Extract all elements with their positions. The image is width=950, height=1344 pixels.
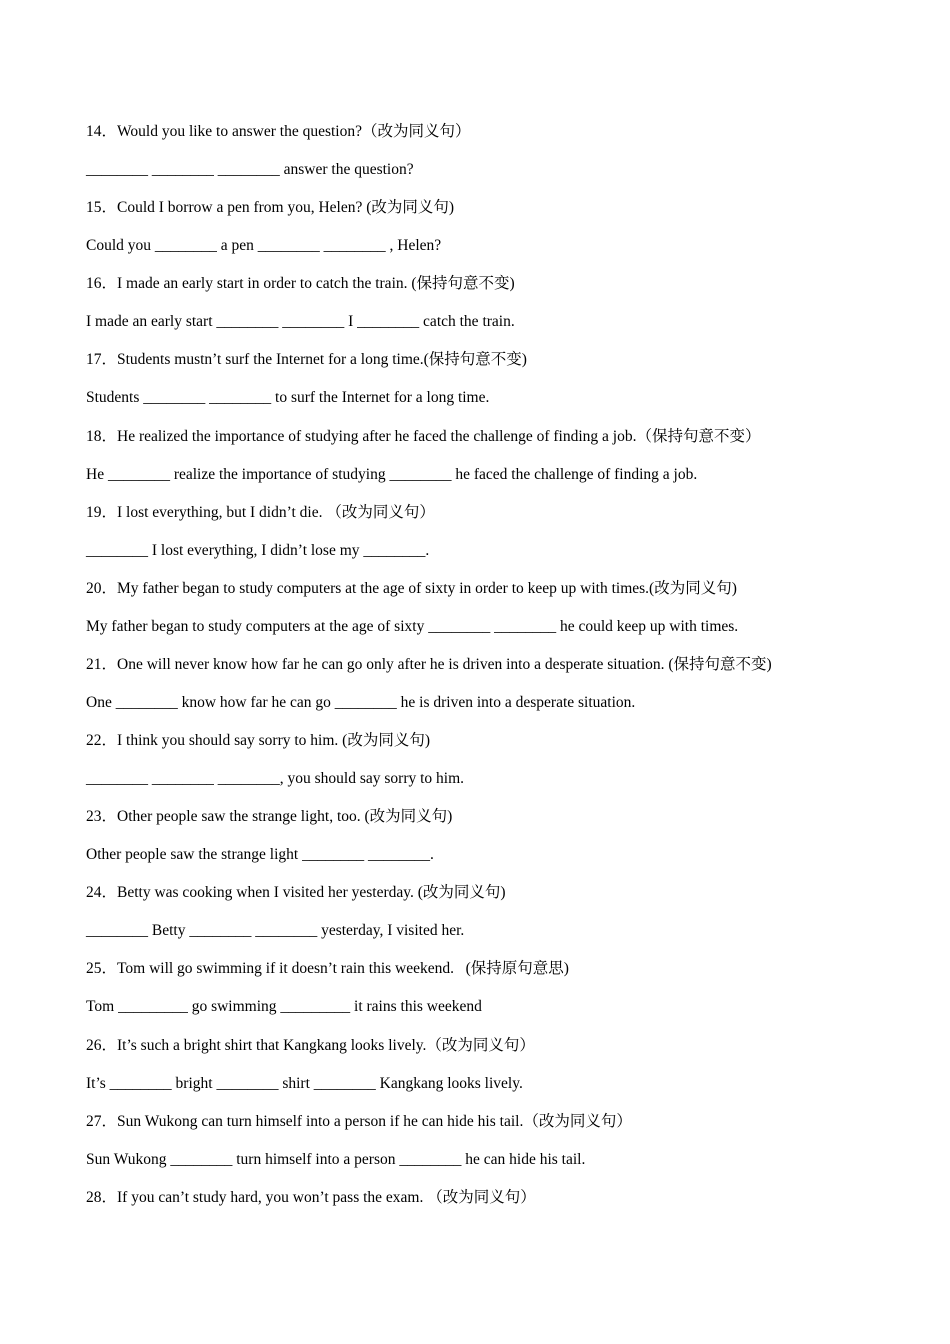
answer-14: ________ ________ ________ answer the question?	[86, 161, 414, 179]
answer-20: My father began to study computers at the age of sixty ________ ________ he could keep up with times.	[86, 617, 739, 635]
answer-19: ________ I lost everything, I didn’t lose my ________.	[86, 541, 430, 559]
answer-18: He ________ realize the importance of studying ________ he faced the challenge of finding a job.	[86, 465, 698, 483]
answer-25: Tom _________ go swimming _________ it rains this weekend	[86, 998, 482, 1016]
question-26: 26．It’s such a bright shirt that Kangkang looks lively.（改为同义句）	[86, 1036, 535, 1054]
answer-27: Sun Wukong ________ turn himself into a person ________ he can hide his tail.	[86, 1150, 586, 1168]
answer-15: Could you ________ a pen ________ ________ , Helen?	[86, 237, 442, 255]
question-27: 27．Sun Wukong can turn himself into a person if he can hide his tail.（改为同义句）	[86, 1112, 632, 1130]
question-25: 25．Tom will go swimming if it doesn’t rain this weekend. (保持原句意思)	[86, 960, 569, 978]
exercise-list	[86, 120, 906, 1224]
question-19: 19．I lost everything, but I didn’t die. （改为同义句）	[86, 503, 435, 521]
question-28: 28．If you can’t study hard, you won’t pass the exam. （改为同义句）	[86, 1188, 536, 1206]
answer-26: It’s ________ bright ________ shirt ________ Kangkang looks lively.	[86, 1074, 523, 1092]
answer-22: ________ ________ ________, you should say sorry to him.	[86, 770, 465, 788]
answer-24: ________ Betty ________ ________ yesterday, I visited her.	[86, 922, 465, 940]
question-16: 16．I made an early start in order to catch the train. (保持句意不变)	[86, 275, 515, 293]
question-17: 17．Students mustn’t surf the Internet for a long time.(保持句意不变)	[86, 351, 527, 369]
question-15: 15．Could I borrow a pen from you, Helen? (改为同义句)	[86, 199, 455, 217]
question-20: 20．My father began to study computers at the age of sixty in order to keep up with times.(改为同义句)	[86, 579, 737, 597]
question-18: 18．He realized the importance of studying after he faced the challenge of finding a job.（保持句意不变）	[86, 427, 761, 445]
question-23: 23．Other people saw the strange light, too. (改为同义句)	[86, 808, 453, 826]
question-21: 21．One will never know how far he can go only after he is driven into a desperate situation. (保持句意不变)	[86, 655, 772, 673]
question-22: 22．I think you should say sorry to him. (改为同义句)	[86, 732, 430, 749]
answer-23: Other people saw the strange light ________ ________.	[86, 846, 434, 864]
question-24: 24．Betty was cooking when I visited her yesterday. (改为同义句)	[86, 884, 506, 902]
answer-16: I made an early start ________ ________ I ________ catch the train.	[86, 313, 515, 331]
question-14: 14．Would you like to answer the question?（改为同义句）	[86, 123, 471, 140]
answer-21: One ________ know how far he can go ________ he is driven into a desperate situation.	[86, 693, 636, 711]
answer-17: Students ________ ________ to surf the Internet for a long time.	[86, 389, 490, 407]
